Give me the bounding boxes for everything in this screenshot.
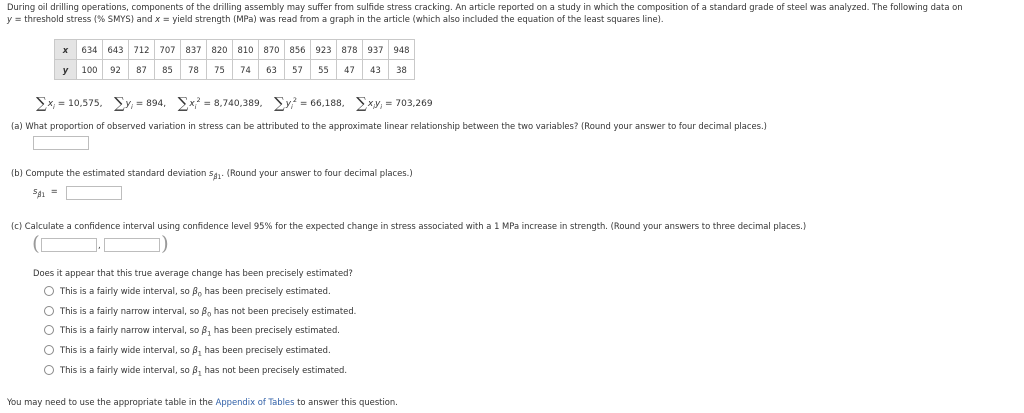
part-c-lower-input[interactable]	[41, 238, 97, 252]
x-cell: 856	[285, 40, 311, 60]
radio-button[interactable]	[44, 286, 54, 296]
y-cell: 55	[311, 60, 337, 80]
close-paren: )	[161, 231, 169, 255]
x-cell: 707	[155, 40, 181, 60]
sigma-icon: ∑	[274, 94, 285, 112]
sum-xy: $\sum x_iy_i = 703,269$	[356, 94, 433, 112]
x-cell: 810	[233, 40, 259, 60]
y-cell: 38	[389, 60, 415, 80]
part-c-question: (c) Calculate a confidence interval using confidence level 95% for the expected change in stress associated with a 1 MPa increase in strength. (Round your answers to three decimal places.)	[11, 221, 807, 231]
y-cell: 57	[285, 60, 311, 80]
summary-sums	[36, 92, 433, 111]
option-4[interactable]: This is a fairly wide interval, so $\beta_1$ has been precisely estimated.	[44, 345, 331, 358]
x-cell: 948	[389, 40, 415, 60]
intro-line-1: During oil drilling operations, components of the drilling assembly may suffer from sulfide stress cracking. An article reported on a study in which the composition of a standard grade of steel was analyzed. The following data on	[7, 2, 963, 12]
x-cell: 634	[77, 40, 103, 60]
option-5[interactable]: This is a fairly wide interval, so $\beta_1$ has not been precisely estimated.	[44, 365, 347, 378]
sigma-icon: ∑	[36, 94, 47, 112]
y-cell: 75	[207, 60, 233, 80]
y-cell: 85	[155, 60, 181, 80]
part-b-question: (b) Compute the estimated standard deviation $s_{\betâ1}$. (Round your answer to four decimal places.)	[11, 168, 413, 181]
x-cell: 870	[259, 40, 285, 60]
x-cell: 878	[337, 40, 363, 60]
y-cell: 87	[129, 60, 155, 80]
y-header: y	[55, 60, 77, 80]
sum-x2: $\sum x_i^2 = 8,740,389$,	[177, 94, 263, 112]
x-cell: 712	[129, 40, 155, 60]
x-cell: 923	[311, 40, 337, 60]
y-cell: 92	[103, 60, 129, 80]
sigma-icon: ∑	[356, 94, 367, 112]
radio-button[interactable]	[44, 306, 54, 316]
y-cell: 100	[77, 60, 103, 80]
option-1[interactable]: This is a fairly wide interval, so $\beta_0$ has been precisely estimated.	[44, 286, 331, 299]
y-cell: 47	[337, 60, 363, 80]
radio-button[interactable]	[44, 325, 54, 335]
sigma-icon: ∑	[113, 94, 125, 112]
radio-button[interactable]	[44, 365, 54, 375]
sum-y2: $\sum y_i^2 = 66,188$,	[274, 94, 345, 112]
part-b-answer-input[interactable]	[66, 186, 122, 200]
option-3[interactable]: This is a fairly narrow interval, so $\beta_1$ has been precisely estimated.	[44, 325, 340, 338]
y-cell: 74	[233, 60, 259, 80]
var-y: y	[7, 13, 12, 24]
footer-note: You may need to use the appropriate table in the Appendix of Tables to answer this question.	[7, 397, 398, 407]
sum-y: $\sum y_i = 894$,	[113, 94, 167, 112]
var-x: x	[155, 13, 161, 24]
x-cell: 837	[181, 40, 207, 60]
problem-intro	[7, 2, 1019, 25]
x-row	[55, 40, 415, 60]
y-cell: 43	[363, 60, 389, 80]
part-a-answer-input[interactable]	[33, 136, 89, 150]
interval-comma: ,	[98, 240, 101, 250]
open-paren: (	[32, 231, 40, 255]
x-cell: 820	[207, 40, 233, 60]
y-row	[55, 60, 415, 80]
x-cell: 643	[103, 40, 129, 60]
sum-x: $\sum x_i = 10,575$,	[36, 94, 103, 112]
intro-line-2: y = threshold stress (% SMYS) and x = yield strength (MPa) was read from a graph in the article (which also included the equation of the least squares line).	[7, 13, 664, 24]
part-a-question: (a) What proportion of observed variation in stress can be attributed to the approximate linear relationship between the two variables? (Round your answer to four decimal places.)	[11, 121, 767, 131]
x-header: x	[55, 40, 77, 60]
part-b-label: $s_{\betâ1}$ =	[33, 186, 58, 199]
option-2[interactable]: This is a fairly narrow interval, so $\beta_0$ has not been precisely estimated.	[44, 306, 356, 319]
precision-question: Does it appear that this true average change has been precisely estimated?	[33, 268, 353, 278]
part-c-upper-input[interactable]	[104, 238, 160, 252]
data-table	[54, 39, 415, 80]
y-cell: 78	[181, 60, 207, 80]
appendix-link[interactable]: Appendix of Tables	[215, 397, 295, 407]
x-cell: 937	[363, 40, 389, 60]
radio-button[interactable]	[44, 345, 54, 355]
sigma-icon: ∑	[177, 94, 189, 112]
y-cell: 63	[259, 60, 285, 80]
